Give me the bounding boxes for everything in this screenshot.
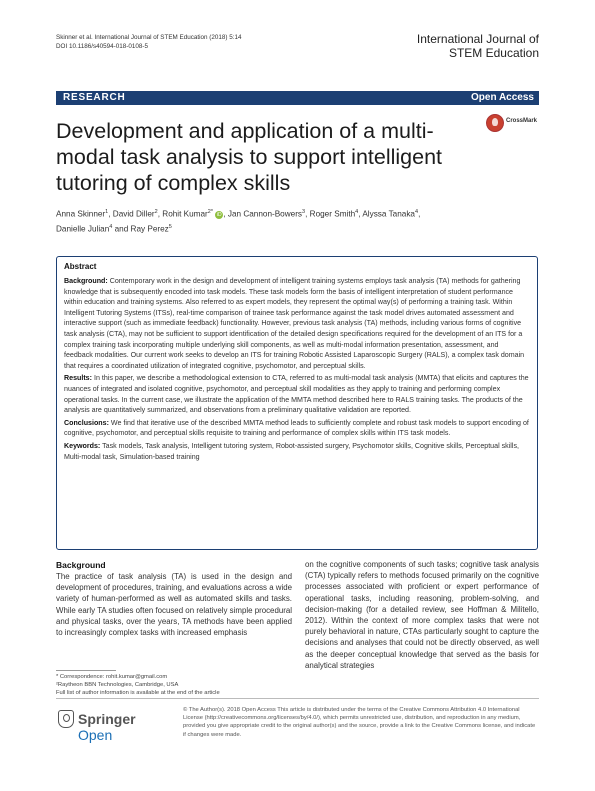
author-name[interactable]: Jan Cannon-Bowers bbox=[227, 209, 303, 219]
license-text: © The Author(s). 2018 Open Access This article is distributed under the terms of the Creative Commons Attribution 4.0 International License (http://creativecommons.org/licenses/by/4.0/), which permits unrestricted use, distribution, and reproduction in any medium, provided you give appropriate credit to the original author(s) and the source, provide a link to the Creative Commons license, and indicate if changes were made. bbox=[183, 707, 536, 738]
doi-line: DOI 10.1186/s40594-018-0108-5 bbox=[56, 43, 148, 50]
body-paragraph: on the cognitive components of such tasks; cognitive task analysis (CTA) typically refers to methods focused primarily on the cognitive processes associated with proficient or expert performance of operational tasks, including reasoning, problem-solving, and decision-making (for a detailed review, see Hoffman & Militello, 2012). Within the context of more complex tasks that were not purely behavioral in nature, CTAs particularly sought to capture the decisions and analyses that could not be directly observed, as well as the deeper conceptual knowledge that served as the basis for analytical strategies bbox=[305, 560, 539, 670]
section-text: In this paper, we describe a methodological extension to CTA, referred to as multi-modal task analysis (MMTA) that elicits and captures the nuances of integrated and isolated cognitive, psychomotor, and perceptual skill modalities as they apply to training and performing complex operational tasks. In the current case, we illustrate the application of the MMTA method described here to RALS training tasks. The products of the analysis are quantitatively summarized, and observations from a preliminary qualitative validation are reported. bbox=[64, 374, 529, 415]
author-name[interactable]: Rohit Kumar bbox=[162, 209, 208, 219]
affiliation-mark: 4 bbox=[415, 209, 419, 215]
springer-open-logo[interactable] bbox=[58, 708, 168, 743]
article-type-band bbox=[56, 91, 539, 105]
footnote-divider bbox=[56, 670, 116, 671]
article-type-label: RESEARCH bbox=[63, 92, 126, 103]
footer-divider bbox=[56, 698, 539, 699]
abstract-box bbox=[56, 256, 538, 550]
journal-line-2: STEM Education bbox=[448, 46, 539, 60]
abstract-background bbox=[64, 276, 529, 371]
journal-name bbox=[417, 32, 539, 60]
author-list: Anna Skinner$^1$, David Diller$^2$, Rohit Kumar$^{2*}$ iD , Jan Cannon-Bowers$^3$, Roger Smith$^4$, Alyssa Tanaka$^4$, Danielle Julian$^4$ and Ray Perez$^5$ bbox=[56, 209, 421, 234]
affiliation-mark: 3 bbox=[302, 209, 306, 215]
author-name[interactable]: Alyssa Tanaka bbox=[362, 209, 415, 219]
author-name[interactable]: Anna Skinner bbox=[56, 209, 106, 219]
author-name[interactable]: Danielle Julian bbox=[56, 224, 110, 234]
section-heading-background: Background bbox=[56, 560, 106, 570]
abstract-heading: Abstract bbox=[64, 262, 97, 271]
affiliation-mark: 1 bbox=[105, 209, 109, 215]
section-label: Results: bbox=[64, 374, 92, 383]
affiliation-mark: 2 bbox=[154, 209, 158, 215]
footnotes bbox=[56, 673, 296, 698]
open-access-label: Open Access bbox=[471, 92, 534, 103]
orcid-icon[interactable]: iD bbox=[216, 211, 222, 218]
body-column-right bbox=[305, 559, 539, 671]
affiliation-note: ²Raytheon BBN Technologies, Cambridge, USA bbox=[56, 682, 179, 689]
section-label: Keywords: bbox=[64, 441, 101, 450]
citation-header bbox=[56, 33, 242, 51]
section-label: Conclusions: bbox=[64, 418, 109, 427]
abstract-keywords bbox=[64, 441, 529, 462]
body-paragraph: The practice of task analysis (TA) is used in the design and development of procedures, training, and evaluations across a wide variety of human-performed as well as automated skills and tasks. While early TA studies often focused on relatively simple procedural and physical tasks, over the years, TA methods have been applied to increasingly complex tasks with increased emphasis bbox=[56, 572, 292, 638]
affiliation-mark: 4 bbox=[109, 224, 113, 231]
abstract-conclusions bbox=[64, 418, 529, 439]
section-text: Task models, Task analysis, Intelligent tutoring system, Robot-assisted surgery, Psychomotor skills, Cognitive skills, Perceptual skills, Multi-modal task, Simulation-based training bbox=[64, 441, 519, 461]
publisher-name-part1: Springer bbox=[78, 711, 136, 727]
crossmark-icon bbox=[486, 114, 504, 132]
correspondence-note[interactable]: * Correspondence: rohit.kumar@gmail.com bbox=[56, 674, 168, 680]
publisher-name-part2: Open bbox=[78, 727, 113, 743]
section-text: Contemporary work in the design and development of intelligent training systems employs task analysis (TA) methods for gathering knowledge that is subsequently encoded into task models. These task models form the basis of intelligent interpretation of student performance within education and training systems. Also referred to as expert models, they represent the optimal way(s) of performing a training task. Within Intelligent Tutoring Systems (ITSs), real-time comparison of trainee task performance against the task model drives automated assessment and interactive support (such as immediate feedback) functionality. However, previous task analysis (TA) methods, including various forms of cognitive task analysis (CTA), may not be sufficient to support identification of the detailed design specifications required for the development of an ITS for a complex training task incorporating multiple underlying skill components, as well as multi-modal information presentation, assessment, and feedback modalities. Our current work seeks to develop an ITS for training Robotic Assisted Laparoscopic Surgery (RALS), a complex task domain that requires a coordinated utilization of integrated cognitive, psychomotor, and perceptual skills. bbox=[64, 277, 525, 370]
springer-horse-icon bbox=[58, 710, 74, 728]
article-title: Development and application of a multi-modal task analysis to support intelligent tutoring of complex skills bbox=[56, 119, 443, 195]
crossmark-badge[interactable] bbox=[486, 114, 546, 132]
author-name[interactable]: Roger Smith bbox=[309, 209, 356, 219]
citation-line: Skinner et al. International Journal of STEM Education (2018) 5:14 bbox=[56, 34, 242, 41]
author-name[interactable]: Ray Perez bbox=[130, 224, 169, 234]
crossmark-label: CrossMark bbox=[506, 118, 538, 124]
publisher-name bbox=[78, 711, 168, 743]
author-info-note: Full list of author information is available at the end of the article bbox=[56, 690, 220, 697]
section-text: We find that iterative use of the described MMTA method leads to sufficiently complete and robust task models to support encoding of cognitive, psychomotor, and perceptual skills requisite to training and performance of complex skills within ITS task models. bbox=[64, 418, 529, 438]
abstract-results bbox=[64, 373, 529, 415]
affiliation-mark: 2* bbox=[207, 209, 213, 215]
journal-line-1: International Journal of bbox=[416, 32, 539, 46]
affiliation-mark: 5 bbox=[168, 224, 172, 231]
section-label: Background: bbox=[64, 277, 108, 285]
author-name[interactable]: David Diller bbox=[112, 209, 155, 219]
body-column-left bbox=[56, 559, 292, 638]
affiliation-mark: 4 bbox=[355, 209, 359, 215]
